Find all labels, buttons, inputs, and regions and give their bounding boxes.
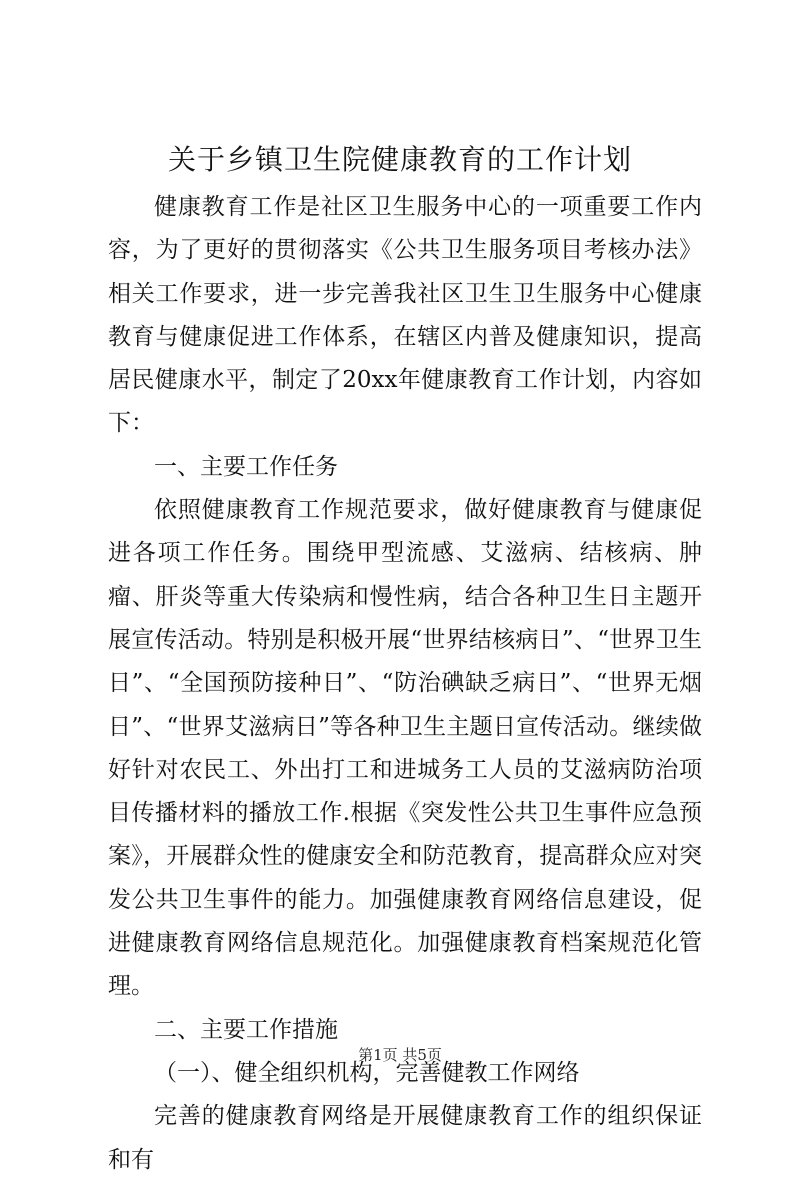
- subsection-heading-organization: （一）、健全组织机构，完善健教工作网络: [154, 1059, 580, 1086]
- section-heading-measures: 二、主要工作措施: [154, 1016, 338, 1043]
- document-title: 关于乡镇卫生院健康教育的工作计划: [167, 143, 632, 176]
- section-heading-tasks: 一、主要工作任务: [154, 453, 338, 480]
- measures-paragraph: 完善的健康教育网络是开展健康教育工作的组织保证和有: [108, 1103, 702, 1173]
- intro-paragraph: 健康教育工作是社区卫生服务中心的一项重要工作内容，为了更好的贯彻落实《公共卫生服务项目考核办法》相关工作要求，进一步完善我社区卫生卫生服务中心健康教育与健康促进工作体系，在辖区内普及健康知识，提高居民健康水平，制定了20xx年健康教育工作计划，内容如下：: [108, 194, 702, 437]
- tasks-paragraph: 依照健康教育工作规范要求，做好健康教育与健康促进各项工作任务。围绕甲型流感、艾滋病、结核病、肿瘤、肝炎等重大传染病和慢性病，结合各种卫生日主题开展宣传活动。特别是积极开展“世界结核病日”、“世界卫生日”、“全国预防接种日”、“防治碘缺乏病日”、“世界无烟日”、“世界艾滋病日”等各种卫生主题日宣传活动。继续做好针对农民工、外出打工和进城务工人员的艾滋病防治项目传播材料的播放工作.根据《突发性公共卫生事件应急预案》，开展群众性的健康安全和防范教育，提高群众应对突发公共卫生事件的能力。加强健康教育网络信息建设，促进健康教育网络信息规范化。加强健康教育档案规范化管理。: [108, 497, 702, 1000]
- page-number-footer: 第1页 共5页: [358, 1046, 442, 1064]
- document-body: [108, 186, 702, 1182]
